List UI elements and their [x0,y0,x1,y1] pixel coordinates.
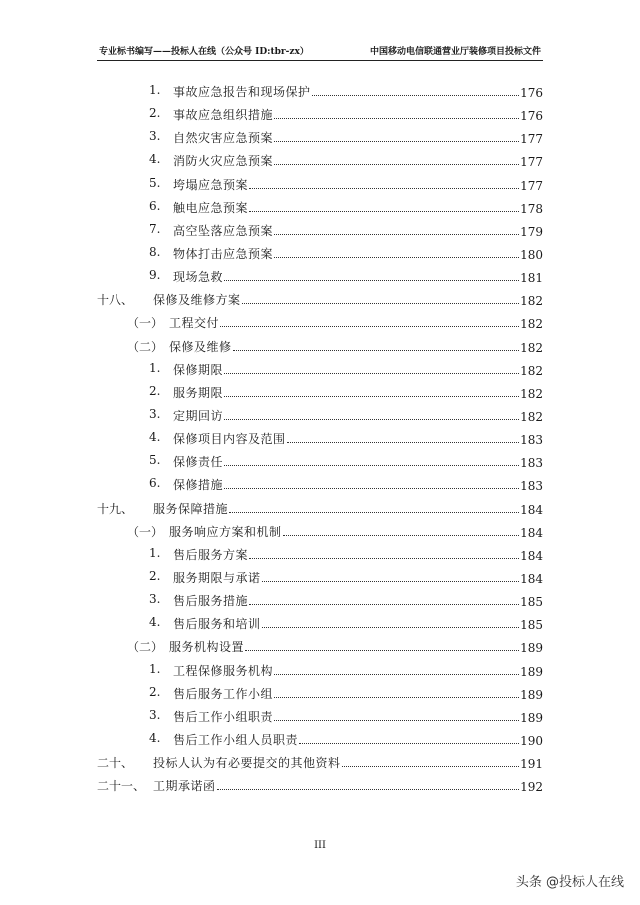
toc-entry-page: 178 [520,201,543,216]
toc-entry[interactable] [97,589,543,612]
toc-entry[interactable] [97,728,543,751]
toc-entry-page: 181 [520,271,543,286]
toc-entry[interactable] [97,682,543,705]
toc-leader-dots [274,697,519,698]
toc-entry-number: （二） [127,339,164,354]
toc-entry-page: 189 [520,687,543,702]
toc-entry-title: 投标人认为有必要提交的其他资料 [153,756,341,771]
toc-entry-title: 售后工作小组职责 [173,709,274,724]
toc-entry[interactable] [97,520,543,543]
toc-entry-number: 3. [149,406,161,421]
toc-leader-dots [224,373,519,374]
toc-leader-dots [217,789,520,790]
toc-entry-number: 1. [149,545,161,560]
toc-leader-dots [224,488,519,489]
toc-entry-title: 垮塌应急预案 [173,177,249,192]
toc-leader-dots [262,581,520,582]
toc-entry[interactable] [97,335,543,358]
toc-entry-title: 事故应急组织措施 [173,108,274,123]
toc-entry-title: 服务响应方案和机制 [169,524,282,539]
toc-leader-dots [312,95,520,96]
toc-leader-dots [249,558,519,559]
toc-leader-dots [220,326,519,327]
toc-entry-title: 保修期限 [173,362,224,377]
toc-entry-title: 现场急救 [173,270,224,285]
toc-entry-page: 191 [520,757,543,772]
toc-entry-number: 二十一、 [97,779,146,794]
toc-entry[interactable] [97,149,543,172]
toc-leader-dots [249,211,519,212]
toc-entry-number: （一） [127,524,164,539]
toc-leader-dots [274,257,519,258]
toc-leader-dots [249,188,519,189]
toc-entry-number: 7. [149,221,161,236]
toc-entry-number: 2. [149,568,161,583]
toc-entry-page: 177 [520,132,543,147]
toc-entry-title: 服务期限与承诺 [173,570,261,585]
toc-entry[interactable] [97,381,543,404]
toc-entry-title: 服务机构设置 [169,640,245,655]
toc-entry-page: 182 [520,294,543,309]
toc-entry-number: 1. [149,661,161,676]
toc-entry-page: 183 [520,479,543,494]
toc-entry-number: （一） [127,316,164,331]
toc-entry-title: 物体打击应急预案 [173,246,274,261]
toc-entry[interactable] [97,173,543,196]
toc-entry-title: 保修及维修 [169,339,232,354]
toc-entry[interactable] [97,543,543,566]
toc-entry-page: 176 [520,109,543,124]
toc-entry-title: 保修及维修方案 [153,293,241,308]
toc-leader-dots [245,650,519,651]
toc-leader-dots [274,674,519,675]
header-left-text: 专业标书编写——投标人在线（公众号 ID:tbr-zx） [99,47,309,57]
toc-entry[interactable] [97,265,543,288]
toc-entry-page: 184 [520,571,543,586]
toc-entry-title: 保修措施 [173,478,224,493]
toc-entry-page: 192 [520,780,543,795]
toc-entry-title: 保修责任 [173,455,224,470]
toc-leader-dots [224,419,519,420]
toc-entry-title: 售后服务方案 [173,547,249,562]
toc-leader-dots [274,118,519,119]
page-number: III [314,840,326,851]
toc-entry[interactable] [97,751,543,774]
toc-entry-title: 售后服务和培训 [173,617,261,632]
toc-leader-dots [342,766,520,767]
toc-entry-page: 184 [520,502,543,517]
toc-entry-title: 售后工作小组人员职责 [173,732,299,747]
toc-entry-page: 182 [520,317,543,332]
toc-leader-dots [274,164,519,165]
toc-entry-title: 定期回访 [173,408,224,423]
page-header [97,40,543,61]
toc-entry-title: 高空坠落应急预案 [173,223,274,238]
toc-entry-title: 触电应急预案 [173,200,249,215]
toc-entry-number: 5. [149,175,161,190]
toc-entry-title: 工程交付 [169,316,220,331]
toc-entry-page: 190 [520,733,543,748]
toc-entry-number: 4. [149,730,161,745]
toc-entry[interactable] [97,705,543,728]
toc-entry[interactable] [97,126,543,149]
toc-entry[interactable] [97,659,543,682]
toc-entry-number: 4. [149,615,161,630]
toc-entry-title: 服务期限 [173,385,224,400]
toc-entry[interactable] [97,635,543,658]
toc-entry[interactable] [97,612,543,635]
toc-entry[interactable] [97,497,543,520]
toc-entry-page: 184 [520,548,543,563]
toc-entry-page: 184 [520,525,543,540]
toc-entry-title: 事故应急报告和现场保护 [173,85,311,99]
toc-entry-number: 1. [149,83,161,97]
toc-leader-dots [224,396,519,397]
header-right-text: 中国移动电信联通营业厅装修项目投标文件 [369,47,541,57]
toc-entry-number: 6. [149,476,161,491]
toc-entry-number: 二十、 [97,756,134,771]
toc-entry-page: 189 [520,641,543,656]
toc-leader-dots [233,350,520,351]
toc-entry-page: 189 [520,710,543,725]
toc-entry-page: 182 [520,363,543,378]
toc-entry[interactable] [97,242,543,265]
toc-entry[interactable] [97,566,543,589]
toc-entry[interactable] [97,80,543,103]
toc-entry-page: 182 [520,340,543,355]
toc-entry[interactable] [97,311,543,334]
toc-entry-page: 180 [520,247,543,262]
toc-entry-number: 2. [149,383,161,398]
toc-entry-page: 182 [520,409,543,424]
toc-leader-dots [274,141,519,142]
toc-leader-dots [283,535,520,536]
toc-entry-title: 自然灾害应急预案 [173,131,274,146]
toc-entry-title: 工期承诺函 [153,779,216,794]
toc-entry[interactable] [97,288,543,311]
toc-entry-page: 177 [520,155,543,170]
toc-entry-page: 185 [520,618,543,633]
toc-entry-number: 十九、 [97,501,134,516]
toc-entry-title: 售后服务工作小组 [173,686,274,701]
toc-entry-number: 3. [149,707,161,722]
toc-entry-number: 3. [149,129,161,144]
toc-entry-page: 189 [520,664,543,679]
toc-entry-number: 2. [149,106,161,121]
toc-leader-dots [249,604,519,605]
toc-entry-number: 8. [149,244,161,259]
toc-entry-number: 1. [149,360,161,375]
toc-entry-number: （二） [127,640,164,655]
toc-leader-dots [224,465,519,466]
toc-entry[interactable] [97,196,543,219]
toc-entry-title: 售后服务措施 [173,594,249,609]
toc-leader-dots [242,303,520,304]
toc-entry-number: 十八、 [97,293,134,308]
toc-entry[interactable] [97,358,543,381]
toc-entry-page: 183 [520,456,543,471]
toc-entry-number: 4. [149,152,161,167]
toc-entry-page: 177 [520,178,543,193]
toc-entry-page: 179 [520,224,543,239]
toc-entry[interactable] [97,450,543,473]
toc-entry-page: 176 [520,86,543,100]
toc-entry[interactable] [97,473,543,496]
toc-entry[interactable] [97,404,543,427]
watermark: 头条 @投标人在线 [515,875,624,890]
toc-entry-number: 4. [149,430,161,445]
toc-entry-number: 2. [149,684,161,699]
toc-leader-dots [287,442,520,443]
toc-entry-number: 3. [149,592,161,607]
toc-leader-dots [224,280,519,281]
toc-entry-page: 185 [520,595,543,610]
toc-entry[interactable] [97,427,543,450]
toc-entry[interactable] [97,774,543,797]
toc-entry-page: 183 [520,433,543,448]
toc-leader-dots [229,512,519,513]
toc-entry-page: 182 [520,386,543,401]
toc-entry-number: 9. [149,268,161,283]
table-of-contents [97,80,543,797]
toc-leader-dots [274,234,519,235]
toc-entry-number: 5. [149,453,161,468]
toc-entry-title: 工程保修服务机构 [173,663,274,678]
toc-leader-dots [274,720,519,721]
toc-entry-number: 6. [149,198,161,213]
toc-leader-dots [299,743,519,744]
toc-entry[interactable] [97,103,543,126]
toc-leader-dots [262,627,520,628]
toc-entry-title: 服务保障措施 [153,501,229,516]
toc-entry[interactable] [97,219,543,242]
toc-entry-title: 消防火灾应急预案 [173,154,274,169]
toc-entry-title: 保修项目内容及范围 [173,432,286,447]
